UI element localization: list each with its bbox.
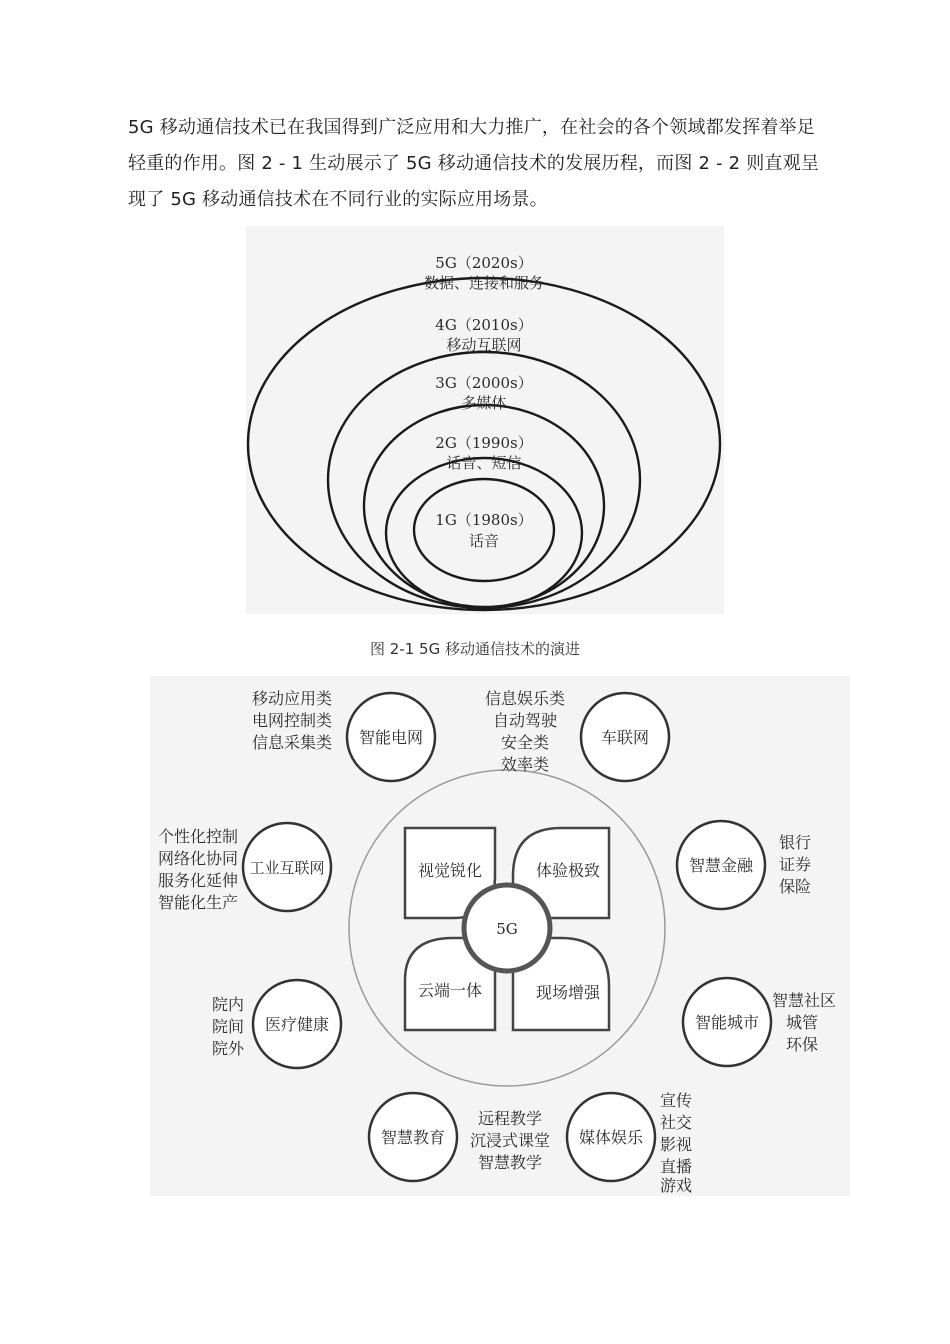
- node-label-industrial-internet: 工业互联网: [249, 859, 325, 877]
- item-text: 电网控制类: [251, 711, 332, 730]
- gen-label-3g: 3G（2000s）: [435, 374, 533, 392]
- item-text: 证券: [779, 855, 812, 874]
- petal-label-experience: 体验极致: [535, 861, 601, 880]
- node-label-healthcare: 医疗健康: [264, 1015, 330, 1034]
- item-text: 智慧社区: [772, 991, 837, 1010]
- figure-application-diagram: [150, 676, 850, 1196]
- item-text: 环保: [786, 1035, 819, 1054]
- item-text: 效率类: [500, 755, 550, 774]
- item-text: 保险: [779, 877, 812, 896]
- gen-label-2g: 2G（1990s）: [435, 434, 533, 452]
- item-text: 游戏: [660, 1176, 693, 1195]
- item-text: 安全类: [500, 733, 550, 752]
- petal-label-cloud: 云端一体: [417, 981, 483, 1000]
- item-text: 信息娱乐类: [484, 689, 566, 708]
- item-text: 直播: [660, 1157, 693, 1176]
- item-text: 宣传: [660, 1091, 693, 1110]
- node-label-smart-finance: 智慧金融: [688, 856, 754, 875]
- paragraph-line-3: 现了 5G 移动通信技术在不同行业的实际应用场景。: [128, 189, 548, 210]
- figure-caption: 图 2-1 5G 移动通信技术的演进: [370, 640, 580, 658]
- item-text: 沉浸式课堂: [469, 1131, 551, 1150]
- center-label: 5G: [496, 920, 518, 938]
- figure-evolution-diagram: [246, 226, 724, 614]
- item-text: 移动应用类: [251, 689, 332, 708]
- paragraph-line-1: 5G 移动通信技术已在我国得到广泛应用和大力推广，在社会的各个领域都发挥着举足: [128, 117, 815, 138]
- item-text: 个性化控制: [157, 827, 238, 846]
- item-text: 影视: [660, 1135, 693, 1154]
- paragraph-line-2: 轻重的作用。图 2 - 1 生动展示了 5G 移动通信技术的发展历程，而图 2 - 2 则直观呈: [128, 153, 820, 174]
- node-label-smart-city: 智能城市: [694, 1013, 760, 1032]
- item-text: 网络化协同: [157, 849, 238, 868]
- gen-label-5g: 5G（2020s）: [435, 254, 533, 272]
- item-text: 社交: [660, 1113, 693, 1132]
- gen-desc-1g: 话音: [468, 532, 500, 550]
- item-text: 智慧教学: [477, 1153, 543, 1172]
- item-text: 信息采集类: [251, 733, 332, 752]
- gen-desc-4g: 移动互联网: [446, 336, 522, 354]
- item-text: 银行: [779, 833, 812, 852]
- item-text: 远程教学: [477, 1109, 543, 1128]
- node-label-smart-education: 智慧教育: [380, 1128, 446, 1147]
- petal-label-visual: 视觉锐化: [417, 861, 483, 880]
- item-text: 院间: [211, 1017, 244, 1036]
- node-label-media: 媒体娱乐: [578, 1128, 644, 1147]
- petal-label-onsite: 现场增强: [535, 983, 601, 1002]
- node-label-smart-grid: 智能电网: [358, 728, 424, 747]
- gen-desc-2g: 话音、短信: [446, 454, 522, 472]
- item-text: 城管: [786, 1013, 819, 1032]
- item-text: 院内: [211, 995, 244, 1014]
- item-text: 服务化延伸: [157, 871, 238, 890]
- gen-label-1g: 1G（1980s）: [435, 511, 533, 529]
- gen-label-4g: 4G（2010s）: [435, 316, 533, 334]
- node-label-iov: 车联网: [600, 728, 650, 747]
- item-text: 自动驾驶: [492, 711, 558, 730]
- gen-desc-5g: 数据、连接和服务: [423, 274, 545, 292]
- gen-desc-3g: 多媒体: [461, 394, 507, 412]
- item-text: 智能化生产: [157, 893, 238, 912]
- item-text: 院外: [211, 1039, 244, 1058]
